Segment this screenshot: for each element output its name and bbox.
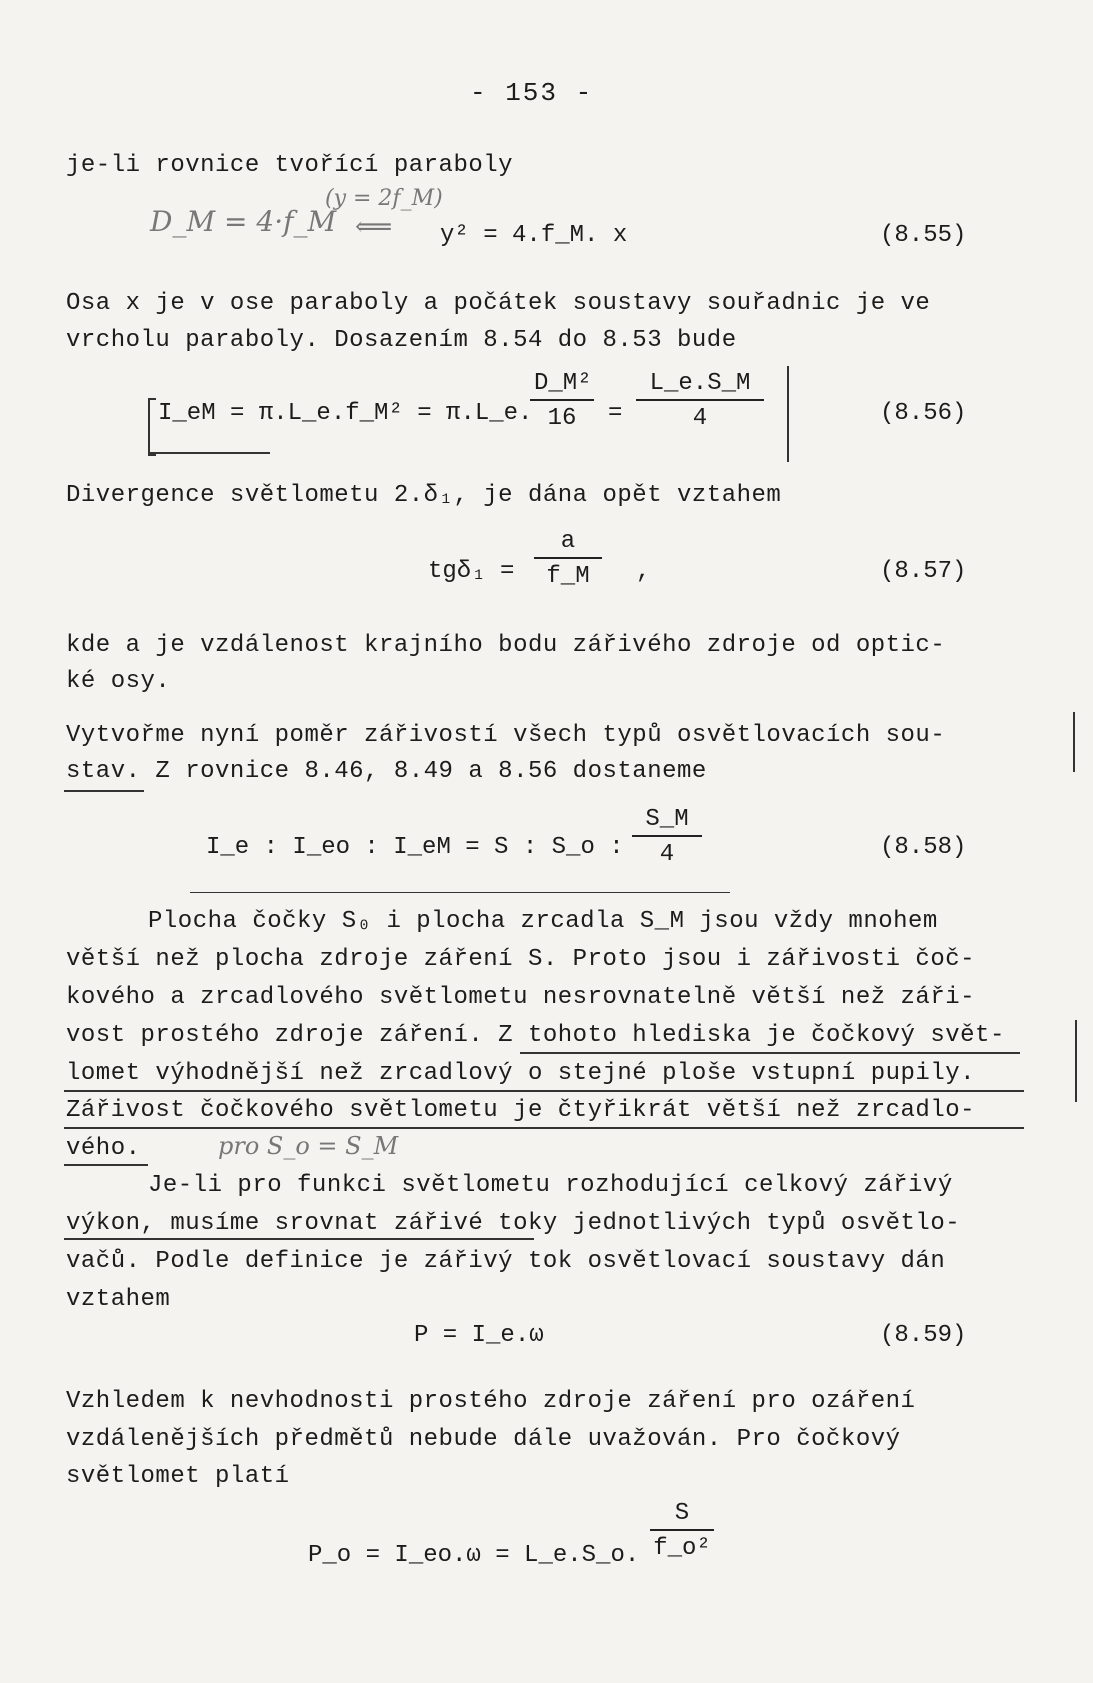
- fraction-denominator: 4: [659, 841, 675, 868]
- equation-8-58: I_e : I_eo : I_eM = S : S_o :: [206, 834, 624, 861]
- text-line: vého.: [66, 1135, 141, 1162]
- text-line: Vytvořme nyní poměr zářivostí všech typů osvětlovacích sou-: [66, 722, 946, 749]
- text-line: vrcholu paraboly. Dosazením 8.54 do 8.53 bude: [66, 327, 737, 354]
- text-line: ké osy.: [66, 668, 171, 695]
- fraction-denominator: f_M: [546, 563, 590, 590]
- fraction-denominator: f_o²: [653, 1535, 711, 1562]
- text-line: Zářivost čočkového světlometu je čtyřikrát větší než zrcadlo-: [66, 1097, 976, 1124]
- handwritten-underline: [64, 1090, 1024, 1092]
- handwritten-underline: [64, 1164, 148, 1166]
- handwritten-underline: [520, 1052, 1020, 1054]
- text-line: vačů. Podle definice je zářivý tok osvětlovací soustavy dán: [66, 1248, 946, 1275]
- text-line: kového a zrcadlového světlometu nesrovnatelně větší než záři-: [66, 984, 976, 1011]
- text-line: Divergence světlometu 2.δ₁, je dána opět vztahem: [66, 482, 782, 509]
- equation-number: (8.59): [880, 1322, 967, 1349]
- fraction-numerator: L_e.S_M: [636, 370, 764, 401]
- equation-8-57: tgδ₁ =: [428, 558, 515, 585]
- text-line: kde a je vzdálenost krajního bodu zářivého zdroje od optic-: [66, 632, 946, 659]
- text-line: Plocha čočky S₀ i plocha zrcadla S_M jsou vždy mnohem: [148, 908, 938, 935]
- fraction: [632, 806, 702, 868]
- handwritten-underline: [64, 790, 144, 792]
- text-line: světlomet platí: [66, 1463, 290, 1490]
- text-line: Osa x je v ose paraboly a počátek soustavy souřadnic je ve: [66, 290, 931, 317]
- fraction-numerator: S_M: [632, 806, 702, 837]
- comma: ,: [636, 558, 651, 585]
- text-line: větší než plocha zdroje záření S. Proto jsou i zářivosti čoč-: [66, 946, 976, 973]
- equation-final: P_o = I_eo.ω = L_e.S_o.: [308, 1542, 640, 1569]
- handwritten-bracket: [787, 366, 789, 462]
- text-line: vztahem: [66, 1286, 171, 1313]
- text-line: vost prostého zdroje záření. Z tohoto hlediska je čočkový svět-: [66, 1022, 1005, 1049]
- equals-sign: =: [608, 400, 623, 427]
- handwritten-note: pro S_o = S_M: [218, 1132, 399, 1160]
- fraction: [636, 370, 764, 432]
- text-line: Je-li pro funkci světlometu rozhodující celkový zářivý: [148, 1172, 953, 1199]
- handwritten-underline: [150, 452, 270, 454]
- fraction-numerator: D_M²: [530, 370, 594, 401]
- equation-number: (8.57): [880, 558, 967, 585]
- text-line: stav. Z rovnice 8.46, 8.49 a 8.56 dostaneme: [66, 758, 707, 785]
- fraction: [650, 1500, 714, 1562]
- fraction: [530, 370, 594, 432]
- equation-number: (8.56): [880, 400, 967, 427]
- handwritten-note: D_M = 4·f_M: [150, 205, 337, 238]
- fraction-numerator: S: [650, 1500, 714, 1531]
- equation-8-59: P = I_e.ω: [414, 1322, 544, 1349]
- text-line: je-li rovnice tvořící paraboly: [66, 152, 514, 179]
- fraction-denominator: 16: [547, 405, 577, 432]
- text-line: lomet výhodnější než zrcadlový o stejné ploše vstupní pupily.: [66, 1060, 976, 1087]
- equation-number: (8.58): [880, 834, 967, 861]
- page-number: - 153 -: [470, 78, 594, 108]
- handwritten-line: [190, 892, 730, 893]
- margin-mark: [1075, 1020, 1077, 1102]
- fraction: [534, 528, 602, 590]
- text-line: Vzhledem k nevhodnosti prostého zdroje záření pro ozáření: [66, 1388, 916, 1415]
- handwritten-note: (y = 2f_M): [325, 186, 443, 211]
- handwritten-bracket: [148, 398, 156, 456]
- text-line: výkon, musíme srovnat zářivé toky jednotlivých typů osvětlo-: [66, 1210, 961, 1237]
- handwritten-arrow: ⟸: [355, 212, 393, 242]
- handwritten-underline: [64, 1127, 1024, 1129]
- fraction-numerator: a: [534, 528, 602, 559]
- equation-8-55: y² = 4.f_M. x: [440, 222, 628, 249]
- margin-mark: [1073, 712, 1075, 772]
- handwritten-underline: [64, 1238, 534, 1240]
- text-line: vzdálenějších předmětů nebude dále uvažován. Pro čočkový: [66, 1426, 901, 1453]
- equation-number: (8.55): [880, 222, 967, 249]
- fraction-denominator: 4: [692, 405, 708, 432]
- equation-8-56: I_eM = π.L_e.f_M² = π.L_e.: [158, 400, 533, 427]
